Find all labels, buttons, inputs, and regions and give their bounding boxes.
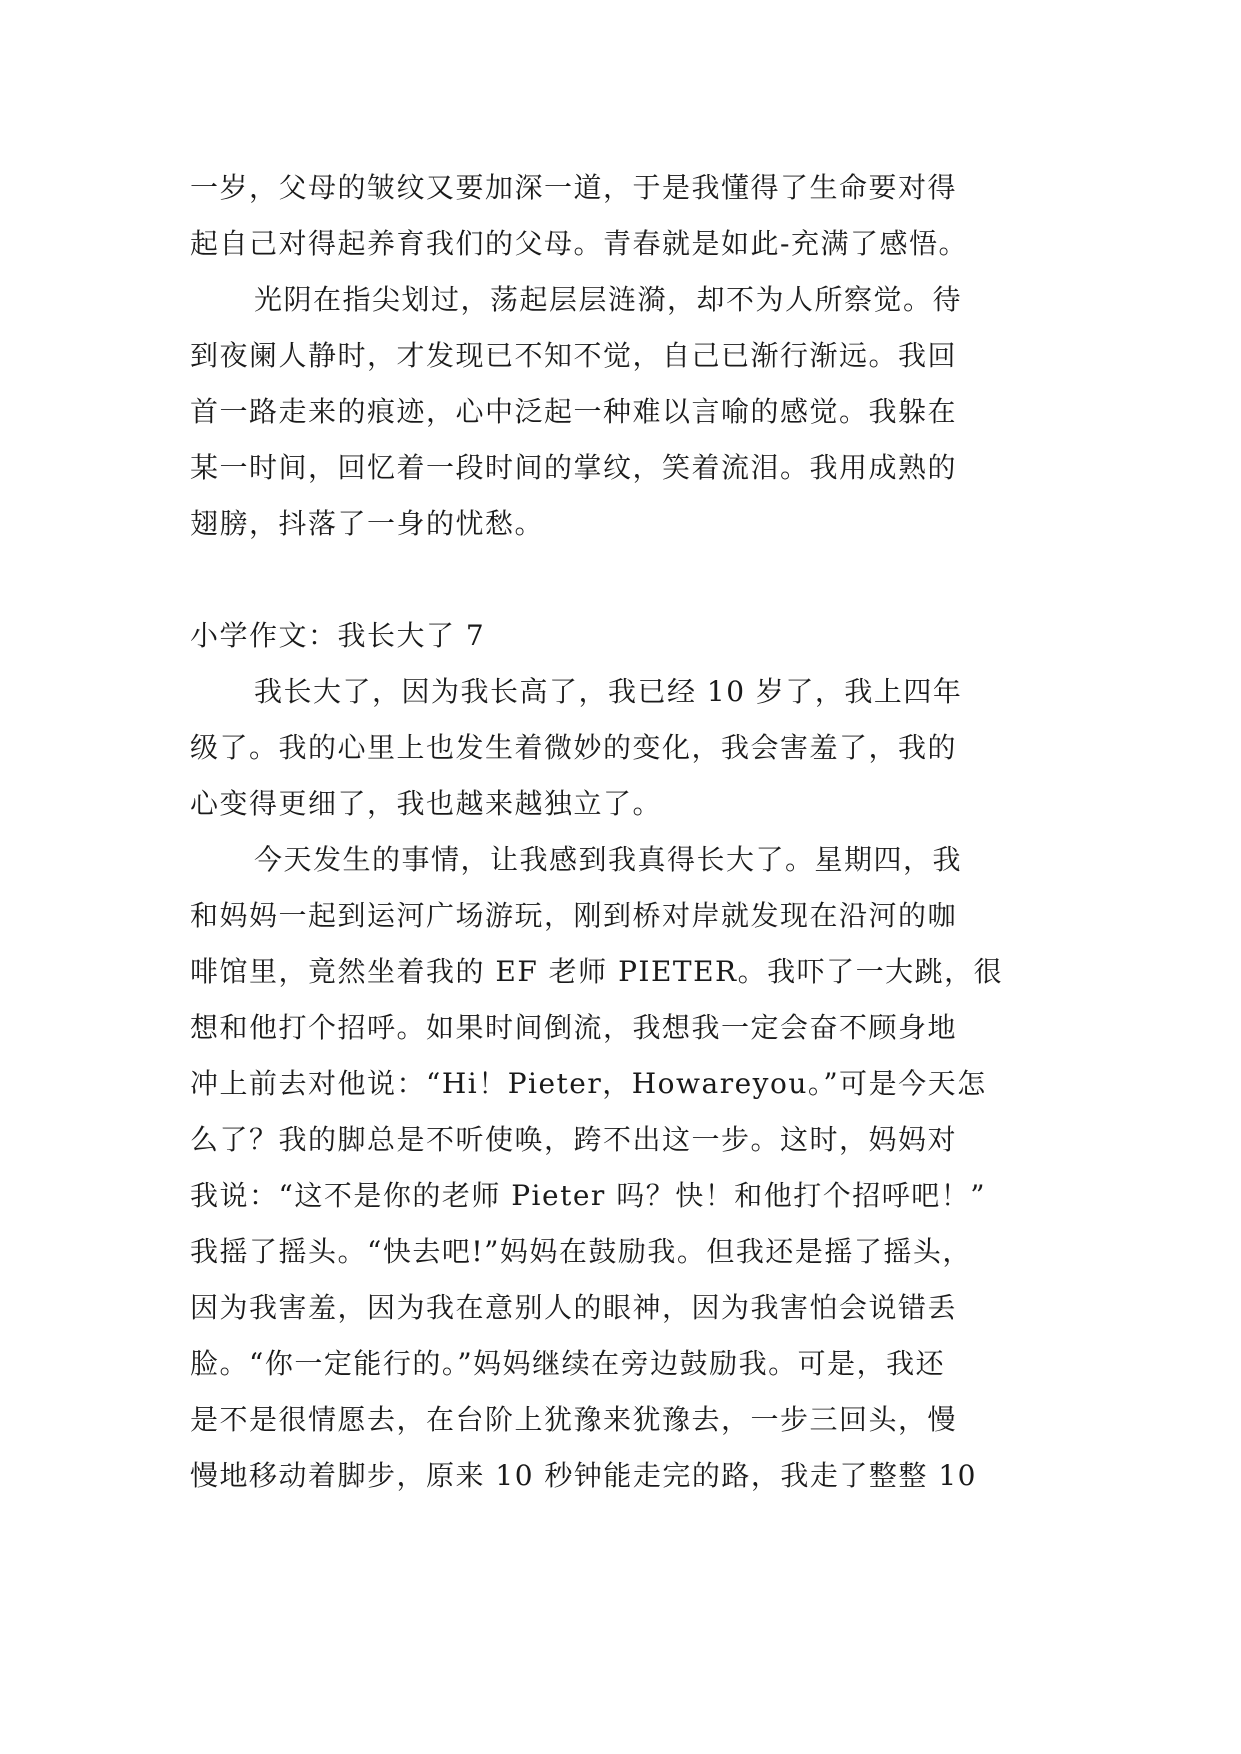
text-line: 脸。“你一定能行的。”妈妈继续在旁边鼓励我。可是，我还 [190, 1347, 946, 1380]
text-line: 和妈妈一起到运河广场游玩，刚到桥对岸就发现在沿河的咖 [190, 899, 958, 932]
text-line: 因为我害羞，因为我在意别人的眼神，因为我害怕会说错丢 [190, 1291, 958, 1324]
text-line: 起自己对得起养育我们的父母。青春就是如此-充满了感悟。 [190, 227, 968, 260]
text-line: 到夜阑人静时，才发现已不知不觉，自己已渐行渐远。我回 [190, 339, 958, 372]
text-line: 冲上前去对他说：“Hi！Pieter，Howareyou。”可是今天怎 [190, 1067, 987, 1100]
text-line: 某一时间，回忆着一段时间的掌纹，笑着流泪。我用成熟的 [190, 451, 958, 484]
paragraph-start-line: 光阴在指尖划过，荡起层层涟漪，却不为人所察觉。待 [254, 283, 963, 316]
paragraph-start-line: 我长大了，因为我长高了，我已经 10 岁了，我上四年 [254, 675, 963, 708]
text-line: 是不是很情愿去，在台阶上犹豫来犹豫去，一步三回头，慢 [190, 1403, 958, 1436]
text-line: 级了。我的心里上也发生着微妙的变化，我会害羞了，我的 [190, 731, 958, 764]
text-line: 首一路走来的痕迹，心中泛起一种难以言喻的感觉。我躲在 [190, 395, 958, 428]
text-line: 想和他打个招呼。如果时间倒流，我想我一定会奋不顾身地 [190, 1011, 958, 1044]
text-line: 慢地移动着脚步，原来 10 秒钟能走完的路，我走了整整 10 [190, 1459, 977, 1492]
text-line: 一岁，父母的皱纹又要加深一道，于是我懂得了生命要对得 [190, 171, 958, 204]
text-line: 心变得更细了，我也越来越独立了。 [190, 787, 663, 820]
text-line: 翅膀，抖落了一身的忧愁。 [190, 507, 545, 540]
text-line: 啡馆里，竟然坐着我的 EF 老师 PIETER。我吓了一大跳，很 [190, 955, 1004, 988]
text-line: 我说：“这不是你的老师 Pieter 吗？快！和他打个招呼吧！” [190, 1179, 987, 1212]
document-body [190, 160, 1050, 1504]
text-line: 我摇了摇头。“快去吧!”妈妈在鼓励我。但我还是摇了摇头， [190, 1235, 972, 1268]
text-line: 么了？我的脚总是不听使唤，跨不出这一步。这时，妈妈对 [190, 1123, 958, 1156]
section-heading: 小学作文：我长大了 7 [190, 619, 486, 652]
paragraph-start-line: 今天发生的事情，让我感到我真得长大了。星期四，我 [254, 843, 963, 876]
section-spacer [190, 552, 1050, 608]
